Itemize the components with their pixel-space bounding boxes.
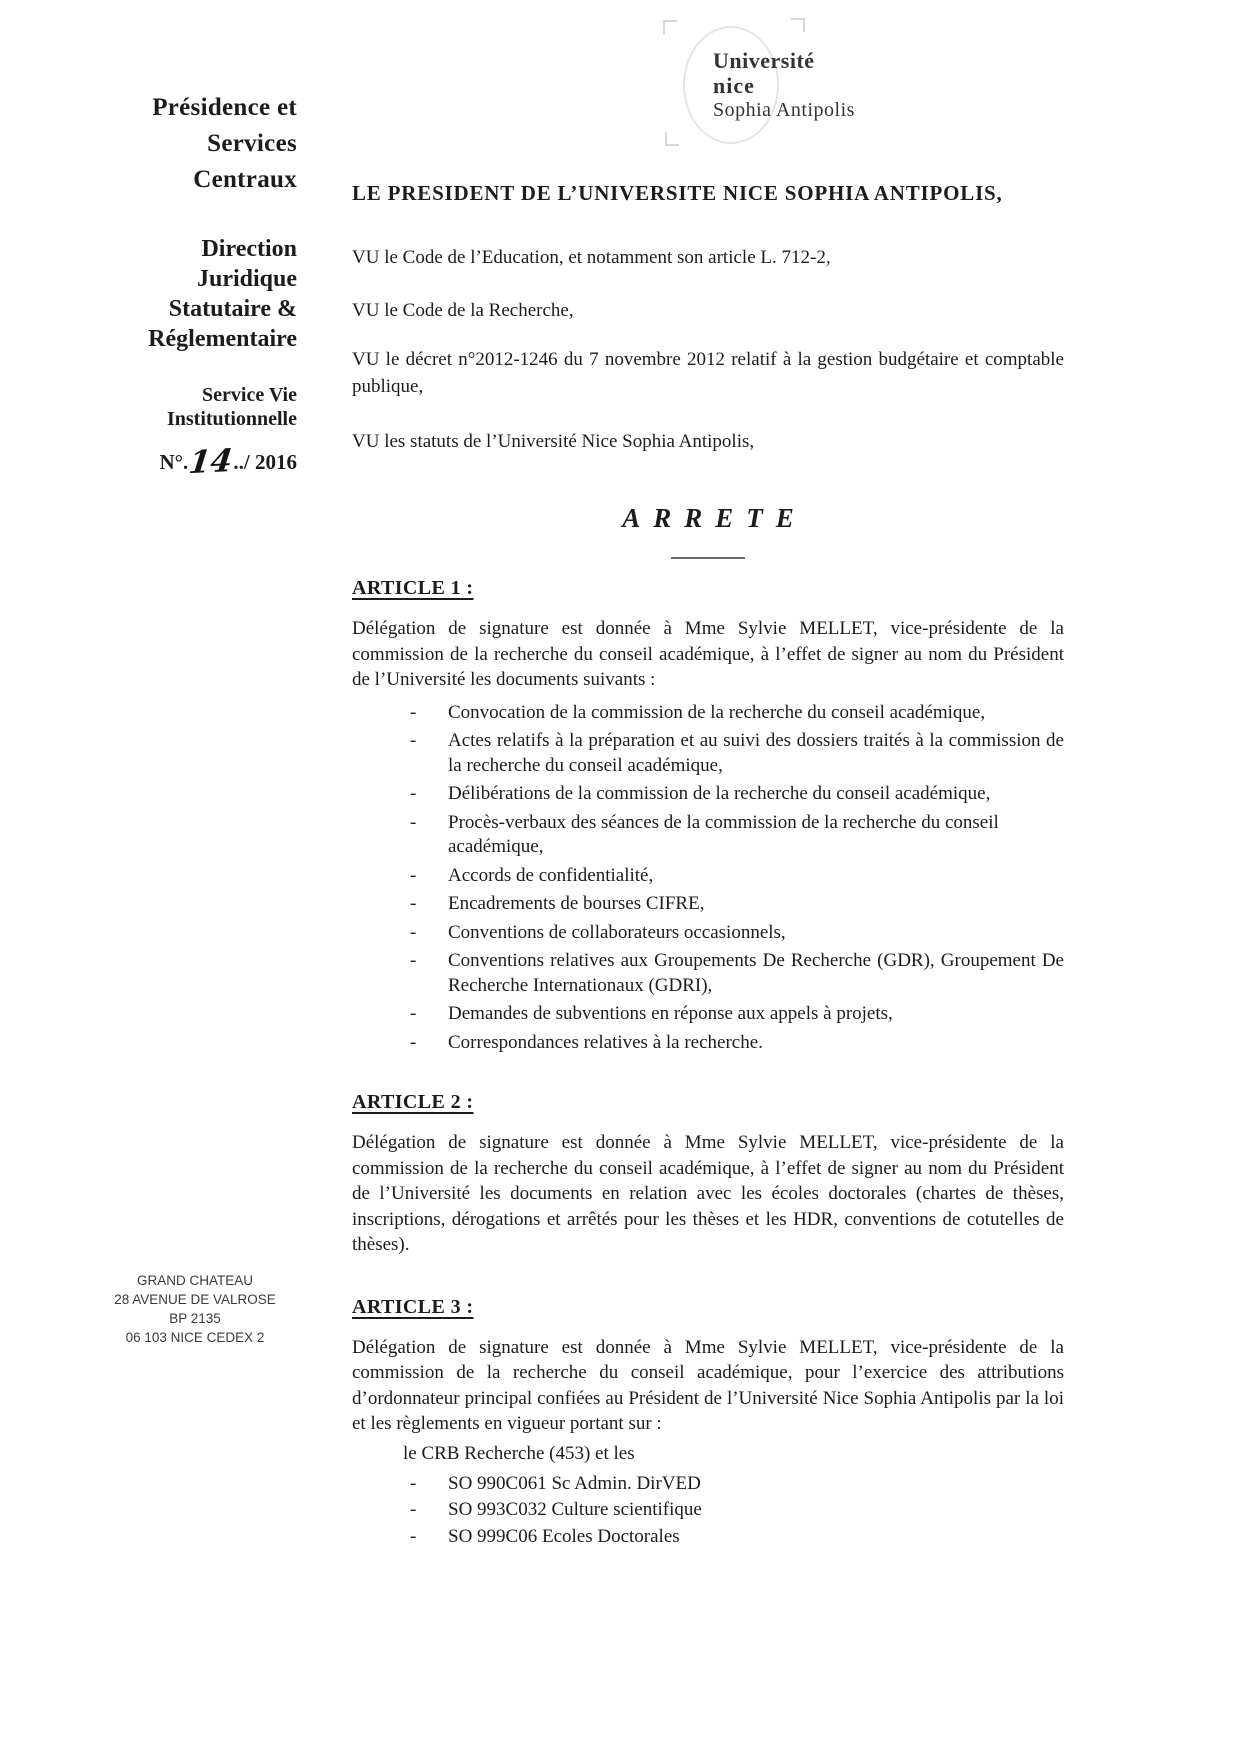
vu-clause: VU le Code de la Recherche, — [352, 300, 574, 321]
letterhead-line: Direction — [201, 236, 297, 262]
letterhead-line: Services — [207, 130, 297, 157]
list-item: - SO 993C032 Culture scientifique — [352, 1498, 1064, 1523]
article-3-heading: ARTICLE 3 : — [352, 1295, 474, 1318]
list-item: - Actes relatifs à la préparation et au suivi des dossiers traités à la commission de la recherche du conseil académique, — [352, 729, 1064, 778]
list-item: - SO 999C06 Ecoles Doctorales — [352, 1525, 1064, 1550]
letterhead-line: Juridique — [196, 266, 297, 292]
article-1-paragraph: Délégation de signature est donnée à Mme Sylvie MELLET, vice-présidente de la commission de la recherche du conseil académique, à l’effet de signer au nom du Président de l’Université les documents suivants : — [352, 618, 1064, 690]
document-number — [57, 442, 297, 482]
article-3-list — [352, 1472, 1064, 1550]
list-item: - Conventions de collaborateurs occasionnels, — [352, 921, 1064, 946]
letterhead-line: Présidence et — [152, 94, 297, 121]
list-item: - SO 990C061 Sc Admin. DirVED — [352, 1472, 1064, 1497]
list-item: - Encadrements de bourses CIFRE, — [352, 892, 1064, 917]
university-logo — [655, 18, 875, 148]
document-number-suffix: ../ 2016 — [233, 450, 297, 474]
logo-text-sophia-antipolis: Sophia Antipolis — [713, 99, 855, 121]
address-line: GRAND CHATEAU — [136, 1273, 253, 1288]
list-item: - Conventions relatives aux Groupements De Recherche (GDR), Groupement De Recherche Internationaux (GDRI), — [352, 949, 1064, 998]
logo-text-nice: nice — [713, 73, 755, 98]
logo-text-universite: Université — [713, 48, 815, 73]
article-1-heading: ARTICLE 1 : — [352, 577, 474, 599]
address-line: 28 AVENUE DE VALROSE — [114, 1292, 276, 1307]
article-3-intro-line: le CRB Recherche (453) et les — [403, 1442, 635, 1464]
article-2-section — [352, 1089, 1064, 1258]
article-3-section — [352, 1294, 1064, 1550]
divider-rule — [671, 557, 745, 559]
address-line: BP 2135 — [169, 1311, 221, 1326]
address-block — [95, 1271, 295, 1347]
list-item: - Délibérations de la commission de la recherche du conseil académique, — [352, 782, 1064, 807]
vu-clause: VU le décret n°2012-1246 du 7 novembre 2012 relatif à la gestion budgétaire et comptable publique, — [352, 349, 1064, 397]
handwritten-number: 14 — [187, 442, 235, 482]
letterhead-org-block — [57, 90, 297, 198]
bracket-mark-icon — [791, 18, 805, 32]
document-title: LE PRESIDENT DE L’UNIVERSITE NICE SOPHIA ANTIPOLIS, — [352, 181, 1003, 205]
letterhead-direction-block — [57, 234, 297, 354]
bracket-mark-icon — [665, 132, 679, 146]
letterhead-line: Institutionnelle — [166, 408, 297, 430]
main-text-column — [352, 180, 1064, 1551]
article-2-paragraph: Délégation de signature est donnée à Mme Sylvie MELLET, vice-présidente de la commission de la recherche du conseil académique, à l’effet de signer au nom du Président de l’Université les documents en relation avec les écoles doctorales (chartes de thèses, inscriptions, dérogations et arrêtés pour les thèses et les HDR, conventions de cotutelles de thèses). — [352, 1132, 1064, 1255]
letterhead-service-block — [57, 383, 297, 431]
arrete-heading: ARRETE — [622, 503, 807, 533]
bracket-mark-icon — [663, 20, 677, 34]
list-item: - Correspondances relatives à la recherche. — [352, 1031, 1064, 1056]
address-line: 06 103 NICE CEDEX 2 — [125, 1330, 265, 1345]
letterhead-line: Réglementaire — [148, 326, 297, 352]
document-number-prefix: N°. — [159, 450, 189, 474]
article-2-heading: ARTICLE 2 : — [352, 1091, 474, 1113]
vu-clause: VU le Code de l’Education, et notamment son article L. 712-2, — [352, 247, 831, 268]
letterhead-line: Centraux — [193, 166, 297, 193]
article-1-section — [352, 575, 1064, 1055]
list-item: - Accords de confidentialité, — [352, 864, 1064, 889]
list-item: - Demandes de subventions en réponse aux appels à projets, — [352, 1002, 1064, 1027]
article-1-list — [352, 701, 1064, 1056]
letterhead-line: Statutaire & — [168, 296, 297, 322]
vu-clause: VU les statuts de l’Université Nice Sophia Antipolis, — [352, 431, 755, 452]
letterhead-line: Service Vie — [202, 384, 297, 406]
article-3-paragraph: Délégation de signature est donnée à Mme Sylvie MELLET, vice-présidente de la commission de la recherche du conseil académique, pour l’exercice des attributions d’ordonnateur principal confiées au Président de l’Université Nice Sophia Antipolis par la loi et les règlements en vigueur portant sur : — [352, 1336, 1064, 1434]
list-item: - Convocation de la commission de la recherche du conseil académique, — [352, 701, 1064, 726]
list-item: - Procès-verbaux des séances de la commission de la recherche du conseil académique, — [352, 811, 1064, 860]
